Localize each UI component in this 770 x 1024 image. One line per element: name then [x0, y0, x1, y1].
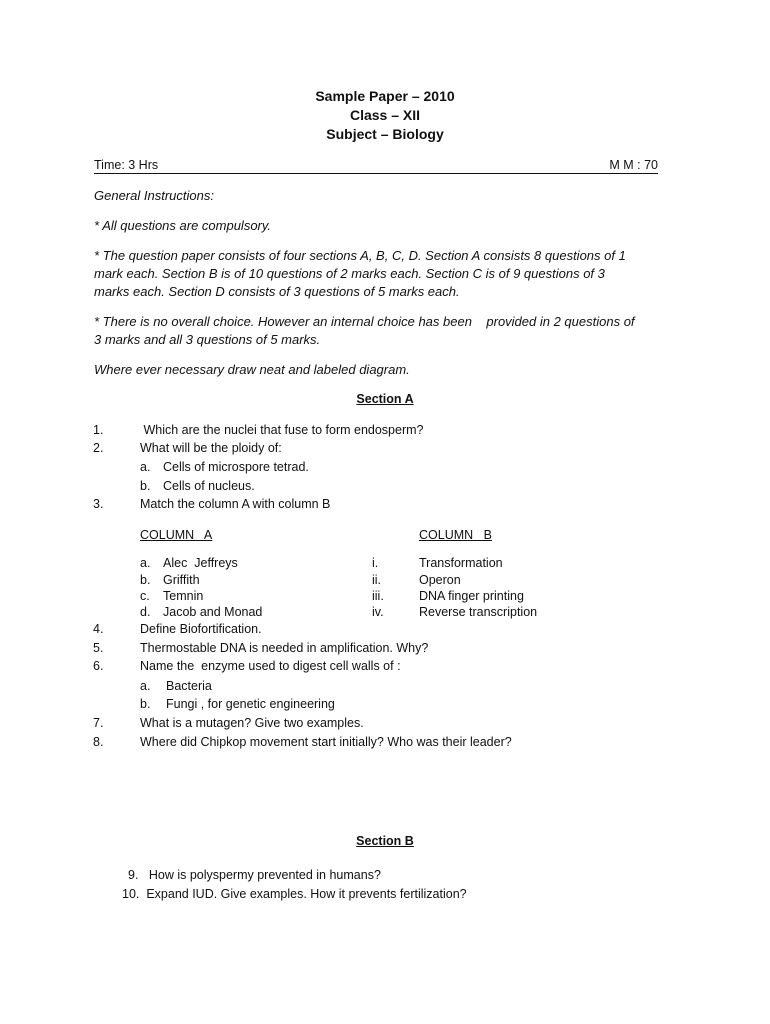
question-text: Match the column A with column B [140, 497, 331, 511]
match-label-a: c. [140, 589, 150, 603]
question-number: 4. [93, 622, 104, 636]
match-item-a: Temnin [163, 589, 204, 603]
sub-item-text: Cells of microspore tetrad. [163, 460, 309, 474]
match-label-a: a. [140, 556, 151, 570]
question-text: Name the enzyme used to digest cell walls of : [140, 659, 401, 673]
question-number: 1. [93, 423, 104, 437]
section-b-title: Section B [356, 834, 414, 848]
sub-item-label: a. [140, 679, 151, 693]
question-number: 8. [93, 735, 104, 749]
match-item-b: Reverse transcription [419, 605, 538, 619]
time-marks-line [94, 157, 658, 174]
instruction-2-line-1: * The question paper consists of four sections A, B, C, D. Section A consists 8 questions of 1 [94, 248, 626, 263]
sub-item-label: a. [140, 460, 151, 474]
max-marks-label: M M : 70 [609, 158, 658, 172]
sub-item-label: b. [140, 479, 151, 493]
match-label-b: iii. [372, 589, 384, 603]
question-text: What is a mutagen? Give two examples. [140, 716, 364, 730]
match-label-a: b. [140, 573, 151, 587]
question-number: 5. [93, 641, 104, 655]
instruction-4: Where ever necessary draw neat and labeled diagram. [94, 362, 410, 377]
match-item-b: Operon [419, 573, 461, 587]
match-item-b: Transformation [419, 556, 503, 570]
instruction-3-line-1: * There is no overall choice. However an internal choice has been provided in 2 questions of [94, 314, 635, 329]
instructions-heading: General Instructions: [94, 188, 214, 203]
question-number: 2. [93, 441, 104, 455]
question-text: Where did Chipkop movement start initially? Who was their leader? [140, 735, 512, 749]
title-line-1: Sample Paper – 2010 [315, 88, 455, 104]
time-label: Time: 3 Hrs [94, 158, 159, 172]
question-text: Thermostable DNA is needed in amplification. Why? [140, 641, 429, 655]
column-a-header: COLUMN A [140, 528, 213, 542]
match-item-a: Griffith [163, 573, 200, 587]
instruction-2-line-2: mark each. Section B is of 10 questions of 2 marks each. Section C is of 9 questions of 3 [94, 266, 605, 281]
match-item-a: Jacob and Monad [163, 605, 263, 619]
question-number: 7. [93, 716, 104, 730]
instruction-2-line-3: marks each. Section D consists of 3 questions of 5 marks each. [94, 284, 460, 299]
question-number: 3. [93, 497, 104, 511]
question-item: 10. Expand IUD. Give examples. How it prevents fertilization? [122, 887, 467, 901]
title-line-2: Class – XII [349, 107, 421, 123]
instruction-3-line-2: 3 marks and all 3 questions of 5 marks. [94, 332, 321, 347]
question-text: Define Biofortification. [140, 622, 262, 636]
match-label-b: iv. [372, 605, 384, 619]
title-line-3: Subject – Biology [326, 126, 444, 142]
match-label-b: i. [372, 556, 379, 570]
match-label-b: ii. [372, 573, 382, 587]
match-item-b: DNA finger printing [419, 589, 524, 603]
match-item-a: Alec Jeffreys [163, 556, 238, 570]
question-number: 6. [93, 659, 104, 673]
match-label-a: d. [140, 605, 151, 619]
section-a-title: Section A [356, 392, 414, 406]
question-text: What will be the ploidy of: [140, 441, 282, 455]
question-item: 9. How is polyspermy prevented in humans? [128, 868, 381, 882]
question-text: Which are the nuclei that fuse to form endosperm? [140, 423, 424, 437]
sub-item-text: Bacteria [166, 679, 212, 693]
sub-item-label: b. [140, 697, 151, 711]
column-b-header: COLUMN B [419, 528, 492, 542]
sub-item-text: Cells of nucleus. [163, 479, 255, 493]
instruction-1: * All questions are compulsory. [94, 218, 272, 233]
sub-item-text: Fungi , for genetic engineering [166, 697, 335, 711]
